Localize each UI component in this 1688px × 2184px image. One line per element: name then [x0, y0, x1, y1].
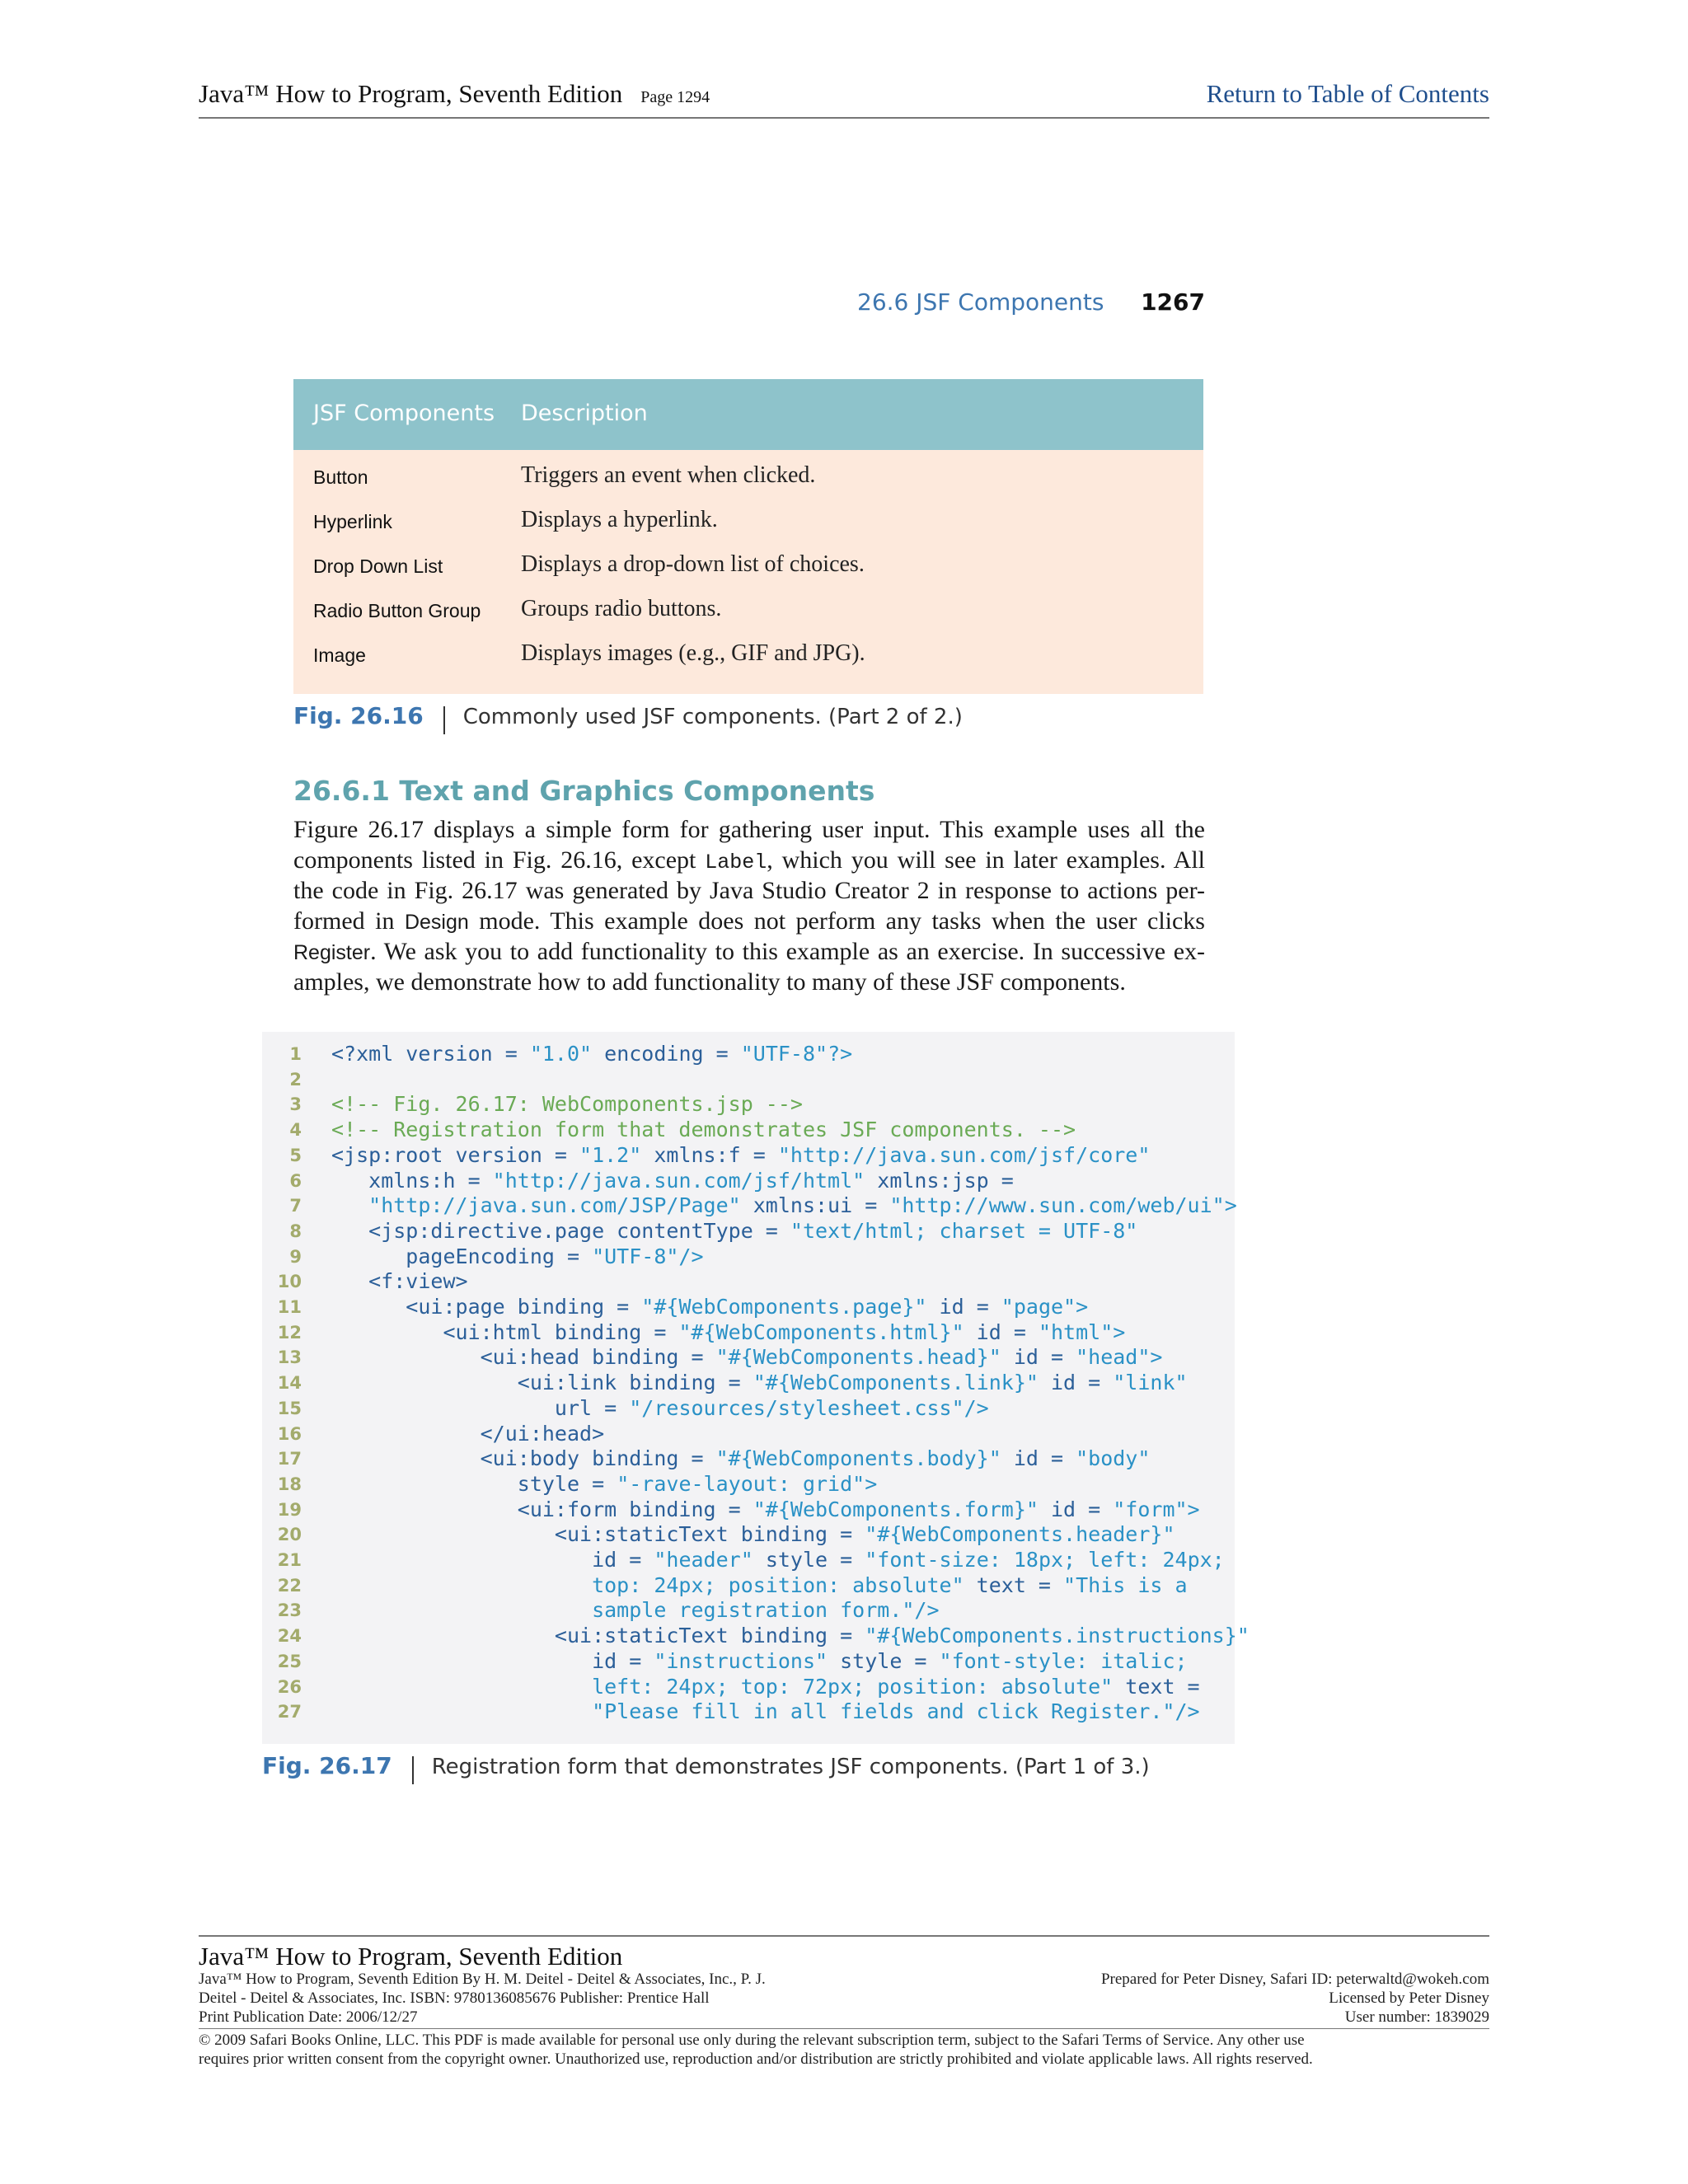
- line-number: 23: [277, 1601, 302, 1621]
- figure-number: Fig. 26.16: [293, 702, 424, 729]
- line-number: 7: [289, 1196, 302, 1216]
- line-number: 13: [277, 1347, 302, 1368]
- code-token: <ui:staticText binding =: [331, 1624, 865, 1648]
- code-token: encoding =: [592, 1042, 741, 1066]
- code-token: text =: [964, 1572, 1064, 1597]
- inline-register: Register: [293, 941, 371, 964]
- code-string: "header": [654, 1548, 753, 1572]
- code-text: [331, 1118, 1076, 1143]
- code-token: <ui:body binding =: [331, 1446, 716, 1471]
- code-line: [262, 1345, 1235, 1371]
- paragraph-line: Register. We ask you to add functionality to this example as an exercise. In successive ex-: [293, 938, 1205, 965]
- code-string: "#{WebComponents.link}": [753, 1371, 1039, 1395]
- code-text: [331, 1371, 1188, 1396]
- code-string: "UTF-8"/>: [592, 1244, 704, 1268]
- code-string: "form">: [1113, 1497, 1200, 1521]
- code-text: [331, 1143, 1150, 1169]
- code-text: [331, 1548, 1225, 1573]
- table-row: [293, 547, 1203, 592]
- footer-user-number: User number: 1839029: [1344, 2008, 1489, 2026]
- line-number: 27: [277, 1702, 302, 1722]
- code-line: [262, 1295, 1235, 1320]
- line-number: 8: [289, 1221, 302, 1241]
- code-string: "This is a: [1063, 1572, 1188, 1597]
- code-string: "-rave-layout: grid">: [617, 1471, 878, 1496]
- footer-publication-date: Print Publication Date: 2006/12/27: [199, 2008, 418, 2026]
- line-number: 6: [289, 1170, 302, 1191]
- book-title: [199, 79, 710, 109]
- inline-design-mode: Design: [404, 911, 469, 934]
- code-token: id =: [331, 1548, 654, 1572]
- running-head-page-number: 1267: [1141, 288, 1205, 316]
- footer-prepared-for: Prepared for Peter Disney, Safari ID: peterwaltd@wokeh.com: [1100, 1971, 1489, 1988]
- code-line: [262, 1573, 1235, 1599]
- line-number: 12: [277, 1322, 302, 1343]
- code-line: [262, 1371, 1235, 1396]
- code-string: "http://www.sun.com/web/ui">: [889, 1193, 1237, 1218]
- figure-caption-text: Commonly used JSF components. (Part 2 of 2.): [462, 705, 963, 729]
- component-name: Radio Button Group: [313, 600, 481, 621]
- footer-divider: [199, 2028, 1489, 2029]
- paragraph-line: amples, we demonstrate how to add functionality to many of these JSF components.: [293, 968, 1126, 996]
- code-line: [262, 1624, 1250, 1649]
- code-token: text =: [1113, 1674, 1200, 1699]
- code-text: [331, 1396, 989, 1422]
- code-string: "http://java.sun.com/JSP/Page": [368, 1193, 741, 1218]
- component-name: Drop Down List: [313, 555, 443, 577]
- code-line: [262, 1472, 1235, 1497]
- section-heading: 26.6.1 Text and Graphics Components: [293, 775, 875, 807]
- code-text: [331, 1422, 604, 1447]
- table-row: [293, 636, 1203, 681]
- code-token: <ui:form binding =: [331, 1497, 753, 1521]
- paragraph-line: components listed in Fig. 26.16, except Label, which you will see in later examples. All: [293, 846, 1206, 874]
- code-token: <ui:link binding =: [331, 1371, 753, 1395]
- page-footer: [199, 1935, 1489, 2069]
- code-token: pageEncoding =: [331, 1244, 593, 1268]
- caption-divider: [412, 1756, 414, 1784]
- code-line: [262, 1522, 1235, 1548]
- code-token: style =: [828, 1648, 940, 1673]
- component-name: Image: [313, 644, 366, 666]
- code-token: style =: [753, 1548, 865, 1572]
- code-token: id =: [1001, 1446, 1076, 1471]
- code-text: [331, 1699, 1200, 1725]
- code-token: style =: [331, 1471, 617, 1496]
- line-number: 14: [277, 1373, 302, 1394]
- footer-copyright-line: © 2009 Safari Books Online, LLC. This PDF is made available for personal use only during the relevant subscription term, subject to the Safari Terms of Service. Any other use: [199, 2032, 1305, 2049]
- paragraph-line: the code in Fig. 26.17 was generated by Java Studio Creator 2 in response to actions per-: [293, 877, 1205, 904]
- code-line: [262, 1446, 1235, 1472]
- footer-book-info: Java™ How to Program, Seventh Edition By H. M. Deitel - Deitel & Associates, Inc., P. J.: [199, 1971, 766, 1988]
- code-string: "UTF-8"?>: [740, 1042, 853, 1066]
- footer-book-title: Java™ How to Program, Seventh Edition: [199, 1942, 623, 1971]
- code-string: sample registration form."/>: [331, 1598, 940, 1623]
- code-comment: <!-- Registration form that demonstrates JSF components. -->: [331, 1118, 1076, 1142]
- body-paragraph: [293, 814, 1205, 997]
- code-string: top: 24px; position: absolute": [331, 1572, 964, 1597]
- line-number: 22: [277, 1575, 302, 1596]
- line-number: 18: [277, 1474, 302, 1494]
- figure-caption-26-17: [262, 1752, 1150, 1788]
- table-header: [293, 379, 1203, 450]
- code-text: [331, 1472, 877, 1497]
- paragraph-line: Figure 26.17 displays a simple form for gathering user input. This example uses all the: [293, 816, 1205, 843]
- line-number: 19: [277, 1499, 302, 1520]
- code-text: [331, 1320, 1125, 1346]
- code-line: [262, 1092, 1235, 1118]
- code-string: "body": [1076, 1446, 1151, 1471]
- code-token: <jsp:root version =: [331, 1142, 580, 1167]
- code-string: "#{WebComponents.html}": [678, 1319, 964, 1344]
- line-number: 21: [277, 1550, 302, 1570]
- code-string: "font-style: italic;: [939, 1648, 1188, 1673]
- code-token: id =: [1038, 1497, 1114, 1521]
- component-name: Button: [313, 466, 368, 488]
- code-line: [262, 1067, 1235, 1093]
- component-description: Groups radio buttons.: [521, 596, 722, 621]
- code-comment: <!-- Fig. 26.17: WebComponents.jsp -->: [331, 1092, 803, 1117]
- code-string: "/resources/stylesheet.css"/>: [629, 1395, 989, 1420]
- code-text: [331, 1244, 704, 1270]
- line-number: 17: [277, 1449, 302, 1469]
- code-text: [331, 1675, 1200, 1700]
- code-token: <jsp:directive.page contentType =: [331, 1218, 790, 1243]
- code-line: [262, 1169, 1235, 1194]
- code-string: "http://java.sun.com/jsf/core": [777, 1142, 1151, 1167]
- code-token: xmlns:jsp =: [865, 1168, 1014, 1193]
- code-string: "#{WebComponents.instructions}": [865, 1624, 1250, 1648]
- code-text: [331, 1573, 1188, 1599]
- line-number: 15: [277, 1398, 302, 1418]
- code-token: id =: [1001, 1345, 1076, 1370]
- code-text: [331, 1193, 1237, 1219]
- code-token: <ui:staticText binding =: [331, 1522, 865, 1547]
- line-number: 16: [277, 1423, 302, 1444]
- code-text: [331, 1169, 1014, 1194]
- code-listing: [262, 1032, 1250, 1744]
- component-description: Displays a drop-down list of choices.: [521, 551, 865, 577]
- code-line: [262, 1598, 1235, 1624]
- code-line: [262, 1320, 1235, 1346]
- running-head: [857, 288, 1205, 325]
- footer-isbn-info: Deitel - Deitel & Associates, Inc. ISBN: 9780136085676 Publisher: Prentice Hall: [199, 1990, 710, 2007]
- code-text: [331, 1649, 1188, 1675]
- figure-number: Fig. 26.17: [262, 1752, 392, 1779]
- table-row: [293, 592, 1203, 636]
- code-token: <ui:html binding =: [331, 1319, 679, 1344]
- page-label: Page 1294: [640, 88, 710, 106]
- return-to-toc-link[interactable]: Return to Table of Contents: [1206, 79, 1489, 108]
- code-token: id =: [1038, 1371, 1114, 1395]
- code-string: "Please fill in all fields and click Register."/>: [331, 1699, 1200, 1724]
- line-number: 10: [277, 1272, 302, 1292]
- code-string: "http://java.sun.com/jsf/html": [492, 1168, 865, 1193]
- code-token: xmlns:h =: [331, 1168, 493, 1193]
- code-text: [331, 1345, 1162, 1371]
- line-number: 20: [277, 1525, 302, 1545]
- code-line: [262, 1193, 1235, 1219]
- code-token: id =: [964, 1319, 1039, 1344]
- code-line: [262, 1649, 1235, 1675]
- running-head-section: 26.6 JSF Components: [857, 288, 1104, 316]
- code-text: [331, 1497, 1200, 1523]
- code-token: <ui:head binding =: [331, 1345, 716, 1370]
- code-string: "page">: [1001, 1295, 1089, 1319]
- component-description: Displays images (e.g., GIF and JPG).: [521, 640, 865, 666]
- footer-licensed-by: Licensed by Peter Disney: [1329, 1990, 1489, 2007]
- component-description: Triggers an event when clicked.: [521, 462, 816, 488]
- component-name: Hyperlink: [313, 511, 392, 532]
- code-line: [262, 1675, 1235, 1700]
- code-string: "#{WebComponents.header}": [865, 1522, 1175, 1547]
- code-line: [262, 1269, 1235, 1295]
- paragraph-line: formed in Design mode. This example does not perform any tasks when the user clicks: [293, 907, 1205, 935]
- code-token: <ui:page binding =: [331, 1295, 642, 1319]
- jsf-components-table: [293, 379, 1203, 694]
- line-number: 4: [289, 1120, 302, 1141]
- table-header-description: Description: [521, 401, 648, 426]
- figure-caption-26-16: [293, 702, 963, 738]
- code-token: id =: [331, 1648, 654, 1673]
- code-line: [262, 1118, 1235, 1143]
- code-token: xmlns:ui =: [740, 1193, 890, 1218]
- code-line: [262, 1143, 1235, 1169]
- code-line: [262, 1699, 1235, 1725]
- code-line: [262, 1219, 1235, 1244]
- code-text: [331, 1042, 852, 1067]
- code-line: [262, 1042, 1235, 1067]
- line-number: 3: [289, 1094, 302, 1115]
- code-string: "1.0": [529, 1042, 593, 1066]
- code-string: "#{WebComponents.form}": [753, 1497, 1039, 1521]
- inline-code-label: Label: [705, 851, 767, 874]
- component-description: Displays a hyperlink.: [521, 507, 718, 532]
- code-string: "link": [1113, 1371, 1188, 1395]
- code-text: [331, 1624, 1250, 1649]
- footer-copyright-line: requires prior written consent from the copyright owner. Unauthorized use, reproduction and/or distribution are strictly prohibited and violate applicable laws. All rights reserved.: [199, 2050, 1313, 2068]
- code-string: "#{WebComponents.page}": [641, 1295, 927, 1319]
- code-line: [262, 1244, 1235, 1270]
- table-row: [293, 503, 1203, 547]
- code-token: </ui:head>: [331, 1421, 605, 1446]
- code-line: [262, 1497, 1235, 1523]
- code-string: "#{WebComponents.body}": [715, 1446, 1001, 1471]
- code-token: <?xml version =: [331, 1042, 530, 1066]
- code-line: [262, 1396, 1235, 1422]
- book-title-text: Java™ How to Program, Seventh Edition: [199, 79, 623, 108]
- code-string: "font-size: 18px; left: 24px;: [865, 1548, 1225, 1572]
- code-token: [331, 1193, 368, 1217]
- code-text: [331, 1522, 1175, 1548]
- code-text: [331, 1598, 940, 1624]
- line-number: 24: [277, 1626, 302, 1647]
- code-line: [262, 1548, 1235, 1573]
- code-string: left: 24px; top: 72px; position: absolute": [331, 1674, 1114, 1699]
- code-text: [331, 1092, 803, 1118]
- code-string: "instructions": [654, 1648, 828, 1673]
- code-text: [331, 1446, 1150, 1472]
- top-header: [199, 76, 1489, 119]
- code-token: url =: [331, 1395, 630, 1420]
- line-number: 9: [289, 1246, 302, 1267]
- line-number: 11: [277, 1297, 302, 1317]
- code-string: "1.2": [579, 1142, 642, 1167]
- caption-divider: [443, 706, 445, 734]
- code-string: "#{WebComponents.head}": [715, 1345, 1001, 1370]
- line-number: 5: [289, 1145, 302, 1165]
- code-line: [262, 1422, 1235, 1447]
- code-string: "head">: [1076, 1345, 1163, 1370]
- line-number: 25: [277, 1651, 302, 1671]
- code-text: [331, 1269, 468, 1295]
- code-text: [331, 1295, 1088, 1320]
- code-string: "text/html; charset = UTF-8": [790, 1218, 1138, 1243]
- table-row: [293, 458, 1203, 503]
- line-number: 1: [289, 1044, 302, 1064]
- code-string: "html">: [1038, 1319, 1126, 1344]
- line-number: 26: [277, 1676, 302, 1697]
- code-token: xmlns:f =: [641, 1142, 778, 1167]
- code-token: <f:view>: [331, 1269, 468, 1294]
- code-text: [331, 1219, 1137, 1244]
- code-token: id =: [926, 1295, 1001, 1319]
- table-header-components: JSF Components: [313, 401, 495, 426]
- line-number: 2: [289, 1069, 302, 1090]
- figure-caption-text: Registration form that demonstrates JSF components. (Part 1 of 3.): [431, 1755, 1150, 1779]
